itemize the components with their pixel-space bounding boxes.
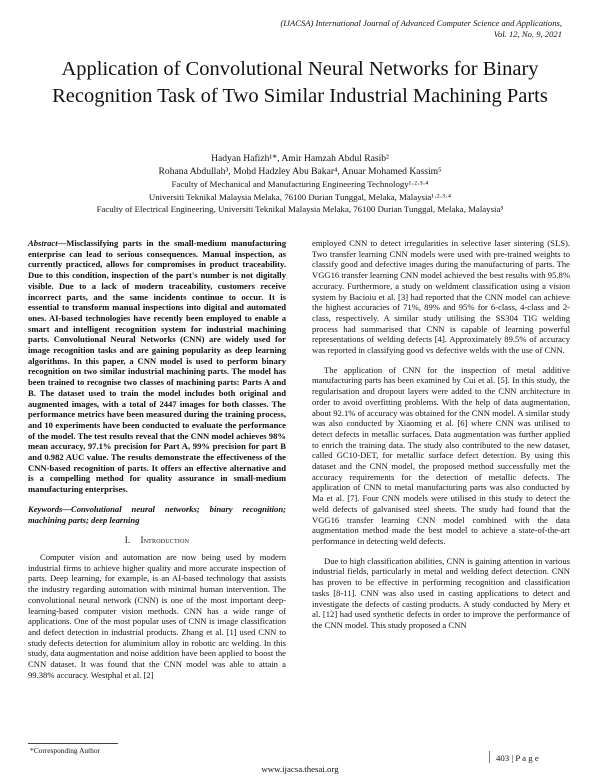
affiliation-2: Universiti Teknikal Malaysia Melaka, 76100 Durian Tunggal, Melaka, Malaysia¹·²·³·⁴ [148, 191, 452, 202]
footer-url: www.ijacsa.thesai.org [261, 764, 339, 774]
page-number-divider [489, 751, 490, 763]
keywords [28, 504, 286, 525]
affiliation-3: Faculty of Electrical Engineering, Universiti Teknikal Malaysia Melaka, 76100 Durian Tunggal, Melaka, Malaysia⁵ [96, 204, 504, 214]
abstract-text: —Misclassifying parts in the small-medium manufacturing enterprise can lead to serious consequences. Manual inspection, as currently practiced, allows for compromises in product traceability. Due to this condition, inspection of the part's number is not digitally visible. Due to a lack of modern traceability, customers receive incorrect parts, and the same incidents continue to occur. It is essential to transform manual inspections into digital and automated ones. AI-based technologies have recently been employed to enable a smart and intelligent recognition system for industrial machining parts. Convolutional Neural Networks (CNN) are widely used for image recognition tasks and are gaining popularity as deep learning algorithms. In this paper, a CNN model is used to perform binary recognition on two similar industrial machining parts. The model has been trained to recognise two classes of machining parts: Parts A and B. The dataset used to train the model includes both original and augmented images, with a total of 2447 images for both classes. The performance metrics have been measured during the training process, and 10 experiments have been conducted to evaluate the performance of the model. The test results reveal that the CNN model achieves 98% mean accuracy, 97.1% precision for Part A, 99% precision for part B and 0.982 AUC value. The results demonstrate the effectiveness of the CNN-based recognition of parts. It offers an effective alternative and is a compelling method for quality assurance in small-medium manufacturing enterprises. [28, 238, 286, 495]
journal-volume: Vol. 12, No. 9, 2021 [493, 29, 562, 39]
keywords-text: —Convolutional neural networks; binary recognition; machining parts; deep learning [28, 503, 286, 525]
section-title: Introduction [140, 535, 190, 546]
affiliation-1: Faculty of Mechanical and Manufacturing Engineering Technology¹·²·³·⁴ [171, 179, 429, 189]
author-block [30, 153, 570, 216]
abstract-label: Abstract [28, 238, 58, 248]
keywords-label: Keywords [28, 503, 63, 514]
section-number: I. [124, 535, 131, 546]
author-line-2: Rohana Abdullah³, Mohd Hadzley Abu Bakar⁴, Anuar Mohamed Kassim⁵ [158, 165, 442, 177]
journal-header [262, 18, 562, 40]
footnote-rule [28, 743, 118, 744]
intro-paragraph-1: Computer vision and automation are now being used by modern industrial firms to achieve higher quality and more accurate inspection of parts. Deep learning, for example, is an AI-based technology that assists the industry regarding automation with minimal human intervention. The convolutional neural network (CNN) is one of the most important deep-learning-based computer vision methods. CNN has a wide range of applications. One of the most popular uses of CNN is image classification and defect detection in industrial products. Zhang et al. [1] used CNN to study defects detection for aluminium alloy in robotic arc welding. In this study, data augmentation and noise addition have been applied to boost the CNN dataset. It was found that the CNN model was able to attain a 99.38% accuracy. Westphal et al. [2] [28, 551, 286, 680]
left-column [28, 238, 286, 680]
paper-title: Application of Convolutional Neural Networks for Binary Recognition Task of Two Similar Industrial Machining Parts [52, 58, 548, 107]
author-line-1: Hadyan Hafizh¹*, Amir Hamzah Abdul Rasib² [211, 153, 389, 164]
page-number: 403 | P a g e [496, 753, 539, 763]
section-heading [28, 535, 286, 546]
footnote: *Corresponding Author [30, 746, 101, 755]
body-paragraph-2: The application of CNN for the inspection of metal additive manufacturing parts has been examined by Cui et al. [5]. In this study, the regularisation and dropout layers were added to the CNN architecture in order to avoid overfitting problems. With the help of data augmentation, about 92.1% of accuracy was obtained for the CNN model. A similar study was also conducted by Xiaoming et al. [6] where CNN was utilised to detect defects in metallic surfaces. Data augmentation was further applied to enrich the training data. The study also contributed to the new dataset, called GC10-DET, for metallic surface defect detection. By using this dataset and the CNN model, the proposed method successfully met the accuracy requirements for the detection of metallic defects. The application of CNN to metal manufacturing parts was also conducted by Ma et al. [7]. Four CNN models were utilised in this study to detect the weld defects of galvanised steel sheets. The study had found that the VGG16 transfer learning CNN model combined with the data augmentation method made the best model to achieve a state-of-the-art performance in detecting weld defects. [312, 364, 570, 546]
right-column [312, 238, 570, 631]
abstract [28, 238, 286, 495]
body-paragraph-3: Due to high classification abilities, CNN is gaining attention in various industrial fields, particularly in metal and welding defect detection. CNN has proven to be effective in performing recognition and classification tasks [8-11]. CNN was also used in casting applications to detect and investigate the defects of casting products. A study conducted by Mery et al. [12] had used synthetic defects in order to improve the performance of the CNN model. This study proposed a CNN [312, 555, 570, 630]
journal-name: (IJACSA) International Journal of Advanced Computer Science and Applications, [280, 18, 562, 28]
body-paragraph-1: employed CNN to detect irregularities in selective laser sintering (SLS). Two transfer learning CNN models were used with pre-trained weights to classify good and defective images during the manufacturing of parts. The VGG16 transfer learning CNN model achieved the best results with 95.8% accuracy. Furthermore, a study on weldment classification using a vision system by Bacioiu et al. [3] had reported that the CNN model can achieve the highest accuracies of 71%, 89% and 95% for 6-class, 4-class and 2-class, respectively. A similar study utilising the SS304 TIG welding process had summarised that CNN is capable of learning powerful representations of welding defects [4]. Approximately 89.5% of accuracy was reported in classifying good vs defective welds with the use of CNN. [312, 238, 570, 356]
